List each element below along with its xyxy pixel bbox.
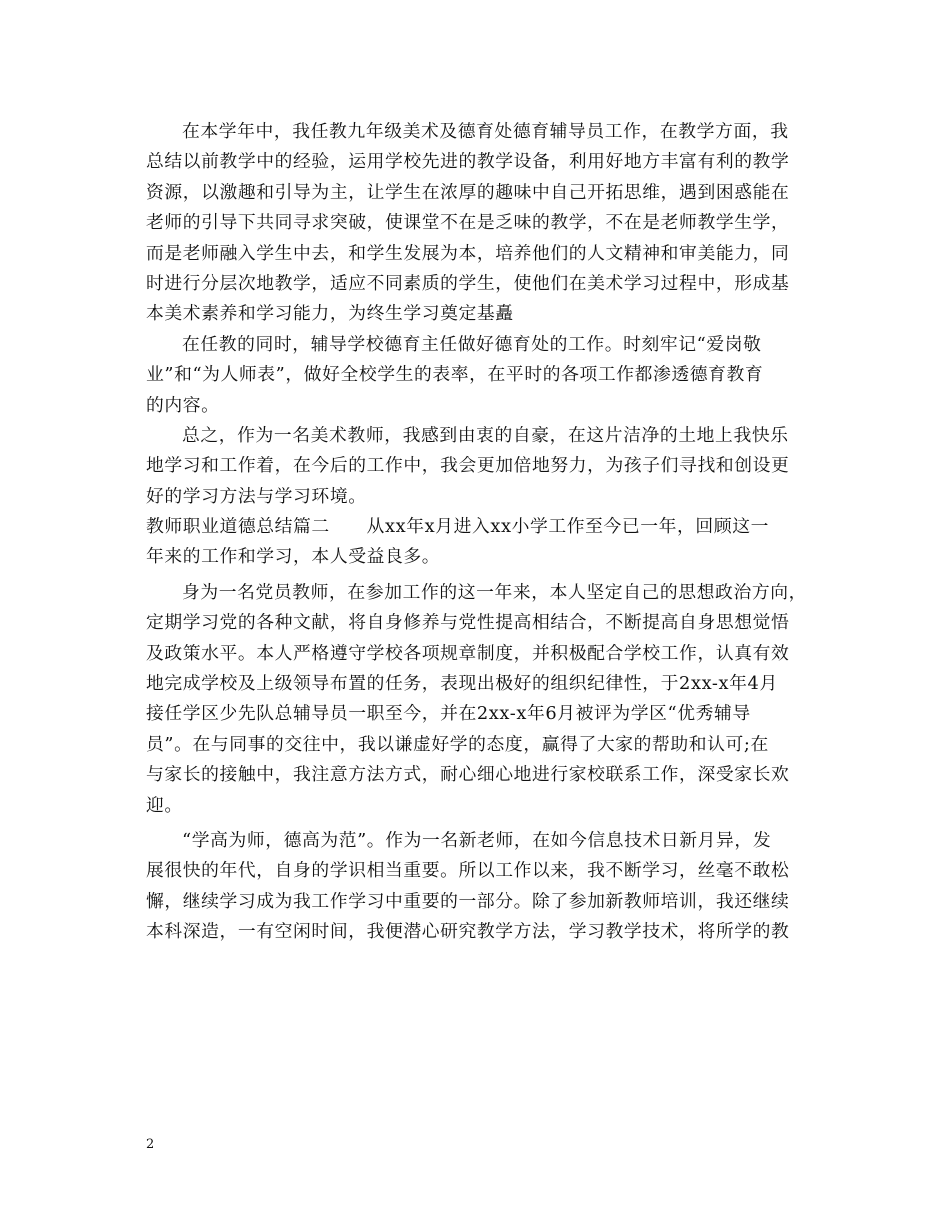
paragraph-line: 与家长的接触中，我注意方法方式，耐心细心地进行家校联系工作，深受家长欢	[146, 764, 790, 786]
paragraph-line: 资源，以激趣和引导为主，让学生在浓厚的趣味中自己开拓思维，遇到困惑能在	[146, 181, 790, 203]
paragraph-line: 业”和“为人师表”，做好全校学生的表率，在平时的各项工作都渗透德育教育	[146, 364, 764, 386]
paragraph-line: 年来的工作和学习，本人受益良多。	[146, 546, 441, 568]
paragraph-line: 总结以前教学中的经验，运用学校先进的教学设备，利用好地方丰富有利的教学	[146, 151, 790, 173]
paragraph-line: 身为一名党员教师，在参加工作的这一年来，本人坚定自己的思想政治方向，	[182, 581, 807, 603]
paragraph-line: “学高为师，德高为范”。作为一名新老师，在如今信息技术日新月异，发	[182, 829, 772, 851]
paragraph-line: 在本学年中，我任教九年级美术及德育处德育辅导员工作，在教学方面，我	[182, 121, 789, 142]
paragraph-line: 接任学区少先队总辅导员一职至今，并在2xx-x年6月被评为学区“优秀辅导	[146, 703, 751, 725]
paragraph-line: 展很快的年代，自身的学识相当重要。所以工作以来，我不断学习，丝毫不敢松	[146, 860, 790, 882]
paragraph-line: 地学习和工作着，在今后的工作中，我会更加倍地努力，为孩子们寻找和创设更	[146, 455, 790, 477]
paragraph-line: 迎。	[146, 794, 183, 816]
document-body	[146, 117, 816, 948]
section-heading-line: 教师职业道德总结篇二 从xx年x月进入xx小学工作至今已一年，回顾这一	[146, 516, 769, 538]
paragraph-line: 总之，作为一名美术教师，我感到由衷的自豪，在这片洁净的土地上我快乐	[182, 424, 789, 446]
paragraph-line: 员”。在与同事的交往中，我以谦虚好学的态度，赢得了大家的帮助和认可;在	[146, 733, 769, 755]
paragraph-line: 在任教的同时，辅导学校德育主任做好德育处的工作。时刻牢记“爱岗敬	[182, 333, 762, 355]
paragraph-line: 本美术素养和学习能力，为终生学习奠定基矗	[146, 303, 514, 325]
paragraph-line: 而是老师融入学生中去，和学生发展为本，培养他们的人文精神和审美能力，同	[146, 242, 790, 264]
paragraph-line: 懈，继续学习成为我工作学习中重要的一部分。除了参加新教师培训，我还继续	[146, 890, 790, 912]
page-number: 2	[146, 1137, 155, 1152]
paragraph-line: 的内容。	[146, 394, 220, 416]
paragraph-line: 老师的引导下共同寻求突破，使课堂不在是乏味的教学，不在是老师教学生学，	[146, 212, 790, 234]
paragraph-line: 本科深造，一有空闲时间，我便潜心研究教学方法，学习教学技术，将所学的教	[146, 921, 790, 943]
paragraph-line: 地完成学校及上级领导布置的任务，表现出极好的组织纪律性，于2xx-x年4月	[146, 673, 778, 695]
paragraph-line: 定期学习党的各种文献，将自身修养与党性提高相结合，不断提高自身思想觉悟	[146, 612, 790, 634]
paragraph-line: 及政策水平。本人严格遵守学校各项规章制度，并积极配合学校工作，认真有效	[146, 642, 790, 664]
paragraph-line: 好的学习方法与学习环境。	[146, 485, 367, 507]
paragraph-line: 时进行分层次地教学，适应不同素质的学生，使他们在美术学习过程中，形成基	[146, 272, 790, 294]
